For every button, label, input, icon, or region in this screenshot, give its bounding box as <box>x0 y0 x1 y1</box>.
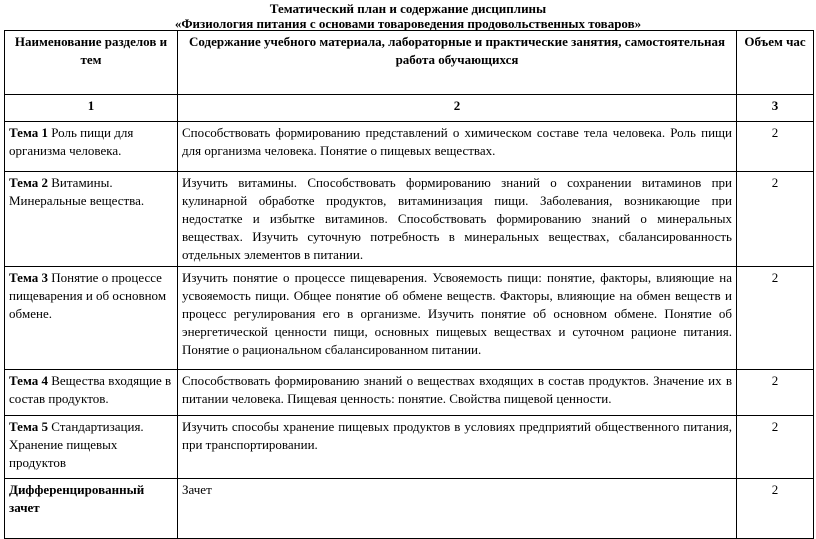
column-number-row <box>5 95 814 122</box>
table-row <box>5 172 814 267</box>
table-row <box>5 267 814 370</box>
table-row <box>5 370 814 416</box>
topic-number: Тема 5 <box>9 419 48 434</box>
table-row <box>5 122 814 172</box>
topic-cell <box>5 122 178 172</box>
header-hours: Объем час <box>737 31 814 95</box>
topic-number: Дифференцированный зачет <box>9 482 145 515</box>
topic-name: Витамины. Минеральные вещества. <box>9 175 145 208</box>
hours-cell: 2 <box>737 416 814 479</box>
topic-cell <box>5 267 178 370</box>
hours-cell: 2 <box>737 370 814 416</box>
content-cell: Способствовать формированию знаний о веществах входящих в состав продуктов. Значение их в питании человека. Пищевая ценность: понятие. Свойства пищевой ценности. <box>178 370 737 416</box>
content-cell: Изучить витамины. Способствовать формированию знаний о сохранении витаминов при кулинарной обработке продуктов, витаминизация пищи. Заболевания, возникающие при недостатке и избытке витаминов. Способствовать формированию знаний о минеральных веществах. Изучить суточную потребность в минеральных веществах, сбалансированность отдельных элементов в питании. <box>178 172 737 267</box>
topic-cell <box>5 172 178 267</box>
topic-number: Тема 1 <box>9 125 48 140</box>
topic-name: Роль пищи для организма человека. <box>9 125 134 158</box>
hours-cell: 2 <box>737 122 814 172</box>
hours-cell: 2 <box>737 172 814 267</box>
discipline-name: «Физиология питания с основами товароведения продовольственных товаров» <box>174 16 642 31</box>
header-topics: Наименование разделов и тем <box>5 31 178 95</box>
header-row <box>5 31 814 95</box>
content-cell: Изучить способы хранение пищевых продуктов в условиях предприятий общественного питания, при транспортировании. <box>178 416 737 479</box>
column-number-3: 3 <box>737 95 814 122</box>
table-row <box>5 416 814 479</box>
topic-number: Тема 3 <box>9 270 48 285</box>
topic-cell <box>5 479 178 539</box>
content-cell: Изучить понятие о процессе пищеварения. Усвояемость пищи: понятие, факторы, влияющие на усвояемость пищи. Общее понятие об обмене веществ. Факторы, влияющие на обмен веществ и процесс регулирования его в организме. Изучить понятие об основном обмене. Понятие об энергетической ценности пищи, основных пищевых веществах и суточном рационе питания. Понятие о рациональном сбалансированном питании. <box>178 267 737 370</box>
content-cell: Зачет <box>178 479 737 539</box>
content-cell: Способствовать формированию представлений о химическом составе тела человека. Роль пищи для организма человека. Понятие о пищевых веществах. <box>178 122 737 172</box>
topic-cell <box>5 370 178 416</box>
topic-number: Тема 2 <box>9 175 48 190</box>
column-number-1: 1 <box>5 95 178 122</box>
hours-cell: 2 <box>737 479 814 539</box>
topic-number: Тема 4 <box>9 373 48 388</box>
thematic-plan-table <box>4 30 814 539</box>
topic-cell <box>5 416 178 479</box>
hours-cell: 2 <box>737 267 814 370</box>
header-content: Содержание учебного материала, лабораторные и практические занятия, самостоятельная работа обучающихся <box>178 31 737 95</box>
document-title: Тематический план и содержание дисциплины <box>269 1 547 16</box>
column-number-2: 2 <box>178 95 737 122</box>
topic-name: Стандартизация. Хранение пищевых продуктов <box>9 419 144 470</box>
topic-name: Понятие о процессе пищеварения и об основном обмене. <box>9 270 167 321</box>
topic-name: Вещества входящие в состав продуктов. <box>9 373 172 406</box>
table-row <box>5 479 814 539</box>
